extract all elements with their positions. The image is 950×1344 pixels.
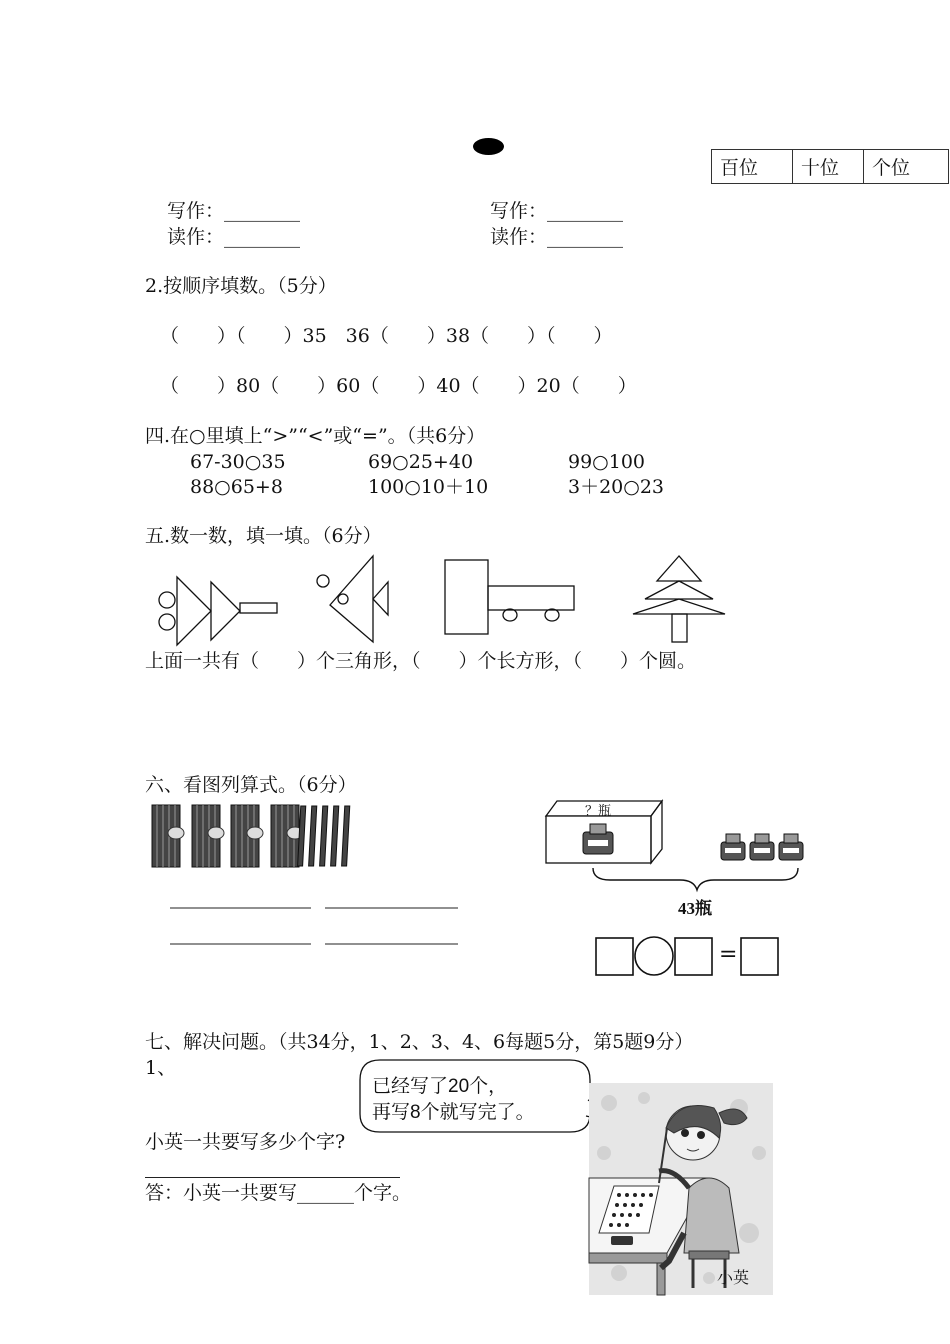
q4-item: 99○100 — [568, 451, 646, 473]
q7-answer — [145, 1181, 411, 1205]
answer-prefix: 答：小英一共要写 — [145, 1182, 298, 1204]
hundreds-cell: 百位 — [712, 150, 793, 184]
tens-cell: 十位 — [793, 150, 864, 184]
box-label: ？瓶 — [585, 804, 612, 819]
q4-item: 67-30○35 — [190, 451, 286, 473]
q4-title: 四.在○里填上“>”“<”或“=”。（共6分） — [145, 425, 486, 447]
q7-question: 小英一共要写多少个字? — [145, 1131, 346, 1153]
speech-line-1: 已经写了20个， — [372, 1076, 508, 1097]
read-blank: ________ — [224, 226, 301, 248]
write-label: 写作： — [167, 200, 225, 222]
q7-title: 七、解决问题。（共34分，1、2、3、4、6每题5分，第5题9分） — [145, 1031, 694, 1053]
answer-blank: ______ — [297, 1182, 355, 1204]
read-label: 读作： — [167, 226, 225, 248]
q4-item: 88○65+8 — [190, 476, 283, 498]
girl-writing-illustration — [589, 1083, 773, 1295]
q2-row1: （ ）（ ）35 36（ ）38（ ）（ ） — [160, 325, 613, 347]
calculation-line — [145, 1177, 400, 1178]
q5-title: 五.数一数，填一填。（6分） — [145, 525, 382, 547]
write-label: 写作： — [490, 200, 548, 222]
write-blank: ________ — [224, 200, 301, 222]
read-blank: ________ — [547, 226, 624, 248]
q2-row2: （ ）80（ ）60（ ）40（ ）20（ ） — [160, 375, 637, 397]
answer-suffix: 个字。 — [354, 1182, 412, 1204]
equals-sign: = — [719, 942, 738, 967]
speech-line-2: 再写8个就写完了。 — [372, 1102, 535, 1123]
write-blank: ________ — [547, 200, 624, 222]
total-label: 43瓶 — [678, 899, 712, 918]
ones-cell: 个位 — [864, 150, 949, 184]
q6-title: 六、看图列算式。（6分） — [145, 774, 357, 796]
q7-sub1: 1、 — [145, 1057, 177, 1079]
q2-title: 2.按顺序填数。（5分） — [145, 275, 337, 297]
q4-item: 100○10＋10 — [368, 476, 489, 498]
q4-item: 3＋20○23 — [568, 476, 665, 498]
q5-sentence: 上面一共有（ ）个三角形，（ ）个长方形，（ ）个圆。 — [145, 650, 697, 672]
q4-item: 69○25+40 — [368, 451, 474, 473]
girl-name-label: 小英 — [717, 1268, 750, 1287]
read-label: 读作： — [490, 226, 548, 248]
